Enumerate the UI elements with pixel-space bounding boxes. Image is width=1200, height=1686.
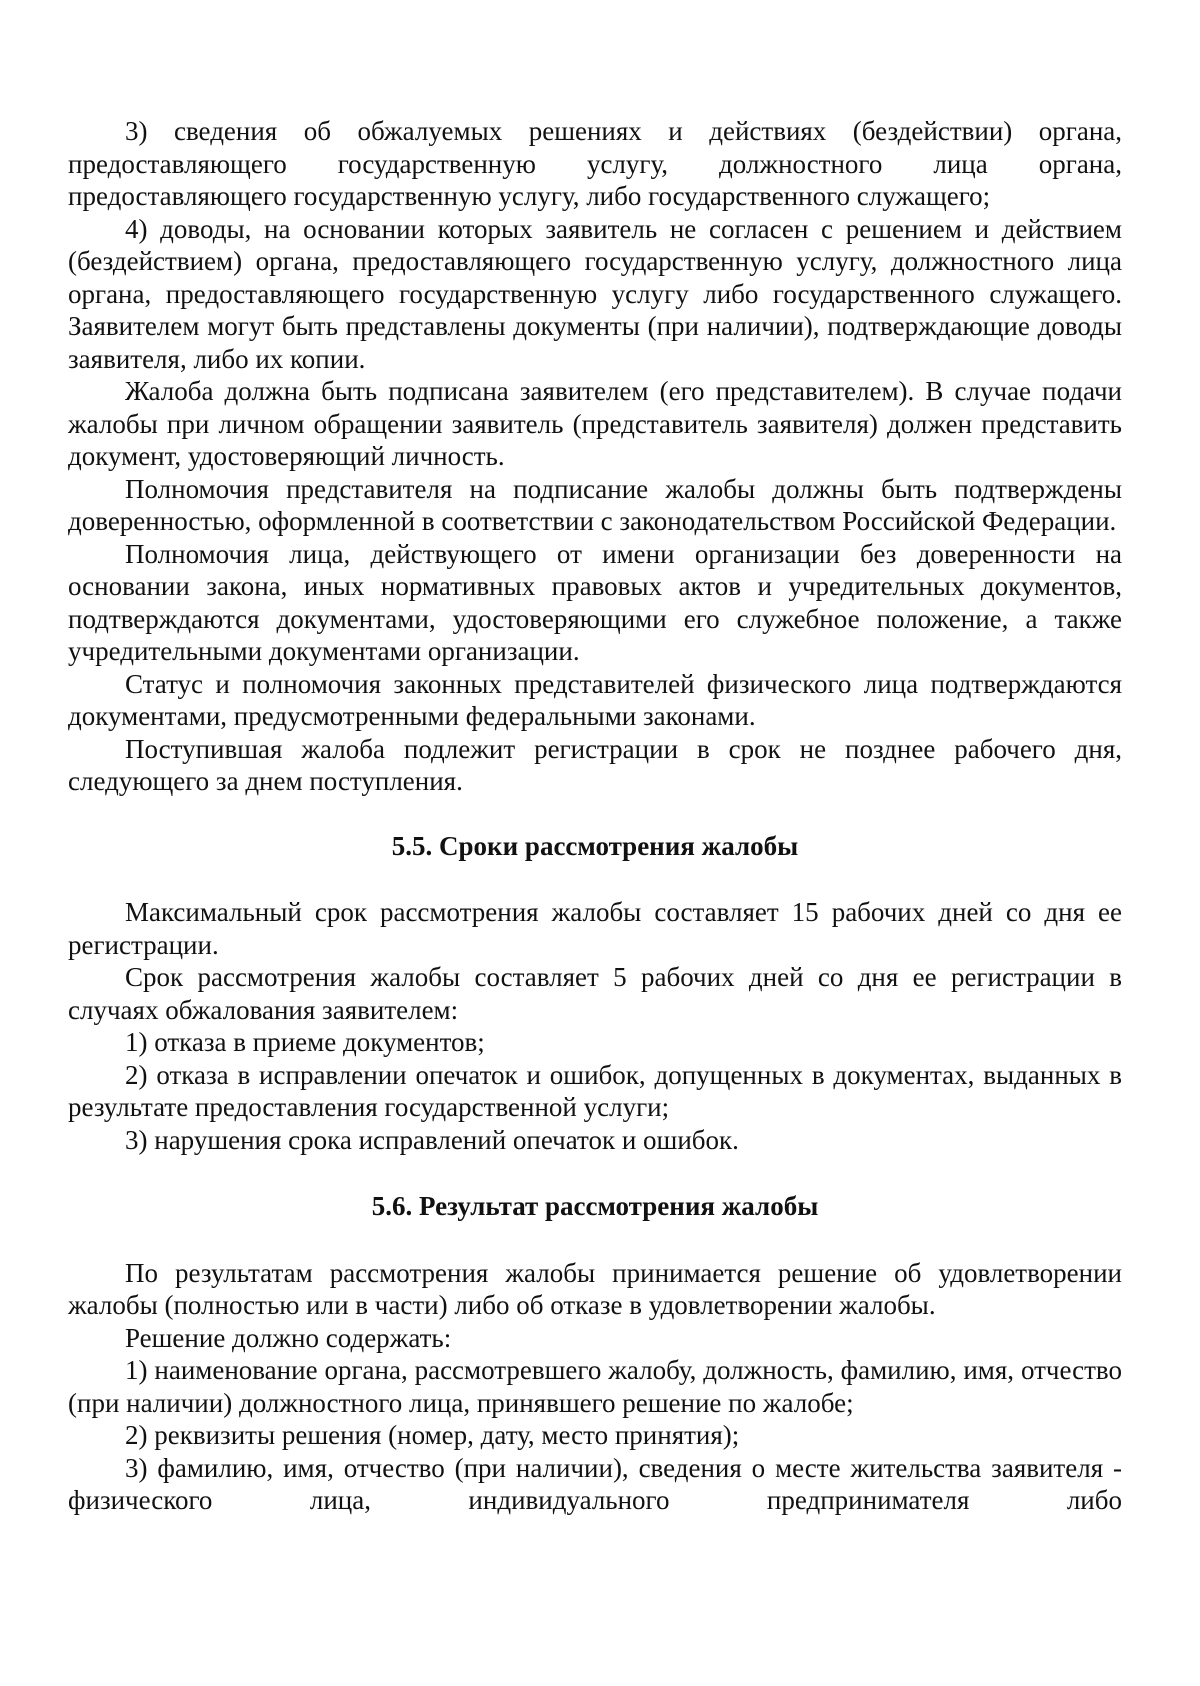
list-item: 3) фамилию, имя, отчество (при наличии), сведения о месте жительства заявителя - физического лица, индивидуального предпринимателя либо (68, 1452, 1122, 1515)
section-heading: 5.5. Сроки рассмотрения жалобы (391, 830, 799, 861)
list-item: 3) нарушения срока исправлений опечаток и ошибок. (125, 1124, 739, 1155)
paragraph: Срок рассмотрения жалобы составляет 5 рабочих дней со дня ее регистрации в случаях обжалования заявителем: (68, 962, 1122, 1025)
list-item: 1) отказа в приеме документов; (125, 1027, 485, 1057)
paragraph: Статус и полномочия законных представителей физического лица подтверждаются документами, предусмотренными федеральными законами. (68, 668, 1122, 731)
list-item: 2) реквизиты решения (номер, дату, место принятия); (125, 1420, 740, 1450)
paragraph: Жалоба должна быть подписана заявителем (его представителем). В случае подачи жалобы при личном обращении заявитель (представитель заявителя) должен представить документ, удостоверяющий личность. (68, 376, 1122, 471)
paragraph: По результатам рассмотрения жалобы принимается решение об удовлетворении жалобы (полностью или в части) либо об отказе в удовлетворении жалобы. (68, 1257, 1122, 1320)
paragraph: Поступившая жалоба подлежит регистрации в срок не позднее рабочего дня, следующего за днем поступления. (68, 733, 1122, 796)
list-item: 3) сведения об обжалуемых решениях и действиях (бездействии) органа, предоставляющего государственную услугу, должностного лица органа, предоставляющего государственную услугу, либо государственного служащего; (68, 116, 1122, 211)
paragraph: Полномочия лица, действующего от имени организации без доверенности на основании закона, иных нормативных правовых актов и учредительных документов, подтверждаются документами, удостоверяющими его служебное положение, а также учредительными документами организации. (68, 538, 1122, 666)
section-heading: 5.6. Результат рассмотрения жалобы (371, 1191, 819, 1221)
paragraph: Решение должно содержать: (125, 1322, 452, 1353)
list-item: 2) отказа в исправлении опечаток и ошибок, допущенных в документах, выданных в результате предоставления государственной услуги; (68, 1059, 1122, 1122)
paragraph: Полномочия представителя на подписание жалобы должны быть подтверждены доверенностью, оформленной в соответствии с законодательством Российской Федерации. (68, 473, 1122, 536)
list-item: 1) наименование органа, рассмотревшего жалобу, должность, фамилию, имя, отчество (при наличии) должностного лица, принявшего решение по жалобе; (68, 1355, 1122, 1418)
paragraph: Максимальный срок рассмотрения жалобы составляет 15 рабочих дней со дня ее регистрации. (68, 897, 1122, 960)
list-item: 4) доводы, на основании которых заявитель не согласен с решением и действием (бездействием) органа, предоставляющего государственную услугу, должностного лица органа, предоставляющего государственную услугу либо государственного служащего. Заявителем могут быть представлены документы (при наличии), подтверждающие доводы заявителя, либо их копии. (68, 213, 1122, 374)
